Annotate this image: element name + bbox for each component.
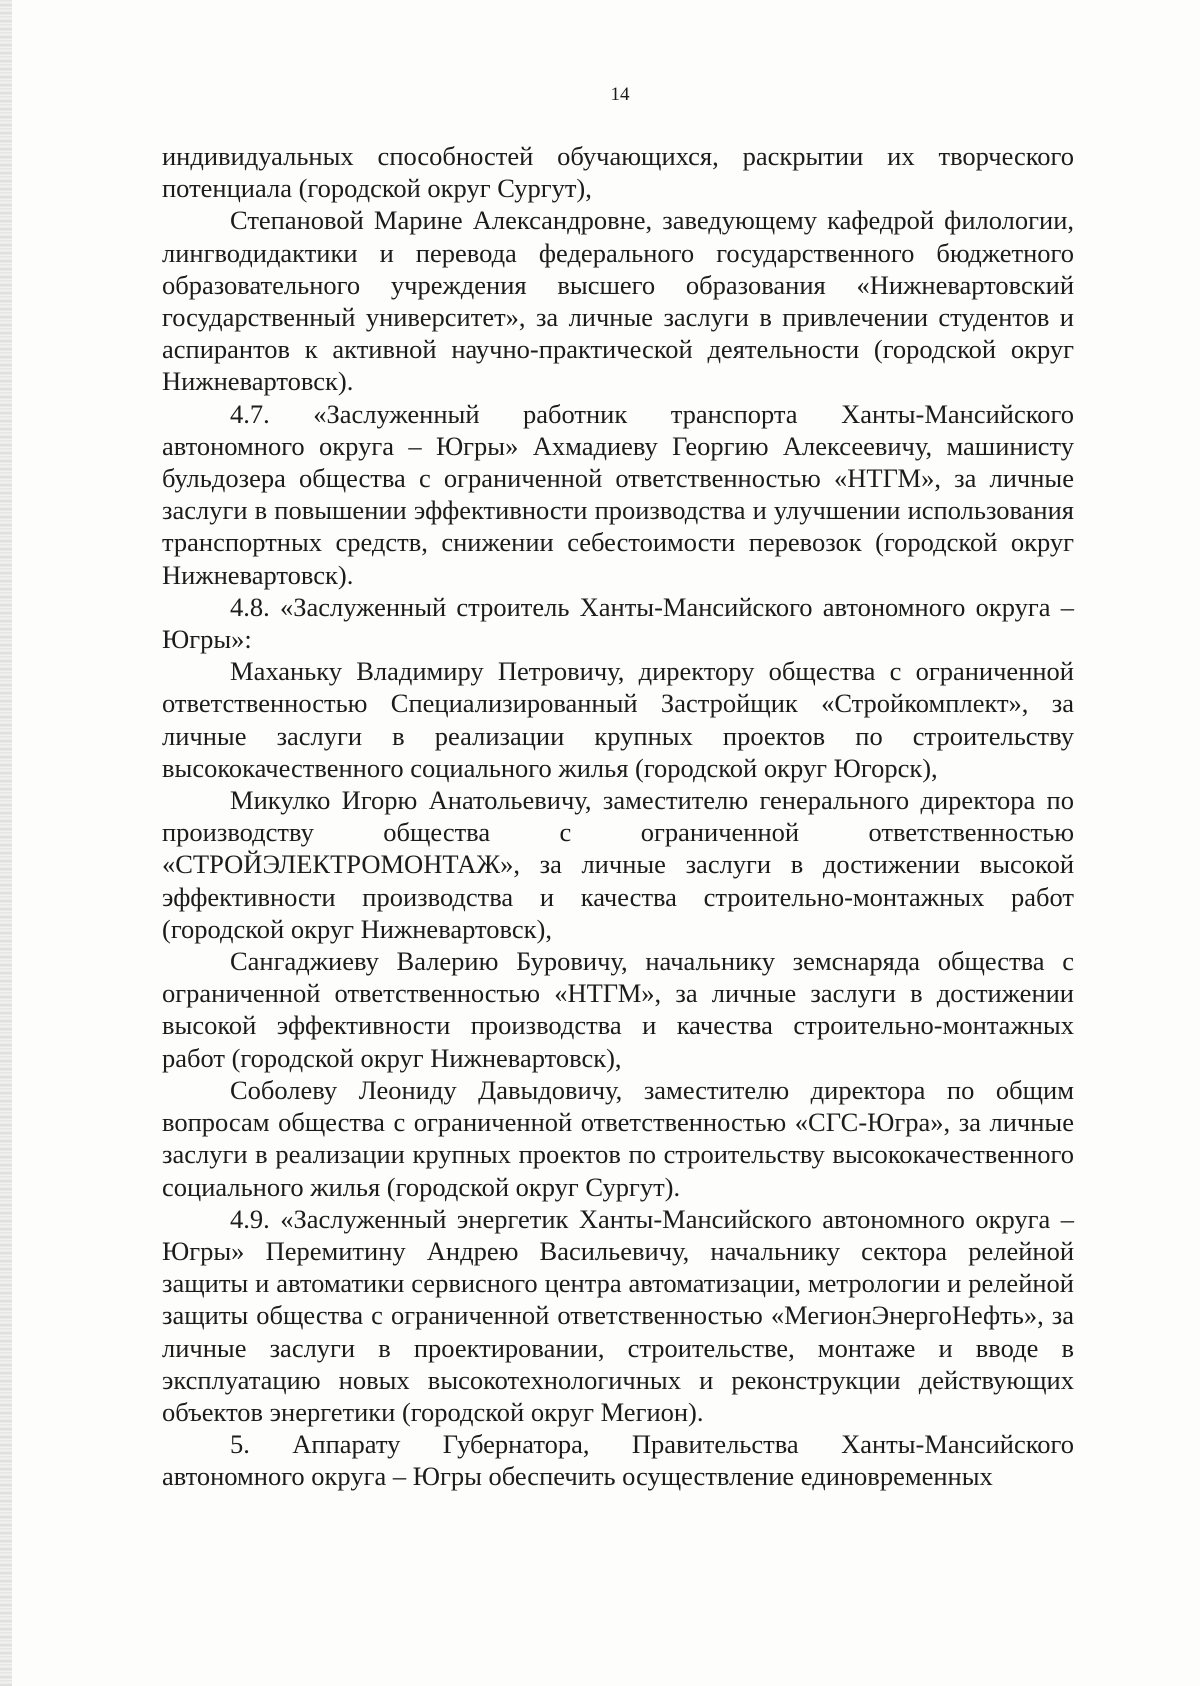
paragraph-stepanova: Степановой Марине Александровне, заведующему кафедрой филологии, лингводидактики и перевода федерального государственного бюджетного образовательного учреждения высшего образования «Нижневартовский государственный университет», за личные заслуги в привлечении студентов и аспирантов к активной научно-практической деятельности (городской округ Нижневартовск). <box>162 205 1074 397</box>
paragraph-4-8-builder: 4.8. «Заслуженный строитель Ханты-Мансийского автономного округа – Югры»: <box>162 591 1074 655</box>
page-number: 14 <box>610 84 630 105</box>
paragraph-5-apparatus: 5. Аппарату Губернатора, Правительства Ханты-Мансийского автономного округа – Югры обеспечить осуществление единовременных <box>162 1429 1074 1492</box>
paragraph-sobolev: Соболеву Леониду Давыдовичу, заместителю директора по общим вопросам общества с ограниченной ответственностью «СГС-Югра», за личные заслуги в реализации крупных проектов по строительству высококачественного социального жилья (городской округ Сургут). <box>162 1074 1074 1202</box>
scan-edge-artifact <box>0 0 12 1686</box>
paragraph-mahanko: Маханьку Владимиру Петровичу, директору общества с ограниченной ответственностью Специализированный Застройщик «Стройкомплект», за личные заслуги в реализации крупных проектов по строительству высококачественного социального жилья (городской округ Югорск), <box>162 656 1074 783</box>
document-body <box>162 140 1074 1493</box>
paragraph-mikulko: Микулко Игорю Анатольевичу, заместителю генерального директора по производству общества с ограниченной ответственностью «СТРОЙЭЛЕКТРОМОНТАЖ», за личные заслуги в достижении высокой эффективности производства и качества строительно-монтажных работ (городской округ Нижневартовск), <box>162 785 1074 944</box>
paragraph-4-7-transport: 4.7. «Заслуженный работник транспорта Ханты-Мансийского автономного округа – Югры» Ахмадиеву Георгию Алексеевичу, машинисту бульдозера общества с ограниченной ответственностью «НТГМ», за личные заслуги в повышении эффективности производства и улучшении использования транспортных средств, снижении себестоимости перевозок (городской округ Нижневартовск). <box>162 398 1074 590</box>
paragraph-continuation: индивидуальных способностей обучающихся, раскрытии их творческого потенциала (городской округ Сургут), <box>162 141 1074 204</box>
paragraph-4-9-energy: 4.9. «Заслуженный энергетик Ханты-Мансийского автономного округа – Югры» Перемитину Андрею Васильевичу, начальнику сектора релейной защиты и автоматики сервисного центра автоматизации, метрологии и релейной защиты общества с ограниченной ответственностью «МегионЭнергоНефть», за личные заслуги в проектировании, строительстве, монтаже и вводе в эксплуатацию новых высокотехнологичных и реконструкции действующих объектов энергетики (городской округ Мегион). <box>162 1203 1074 1427</box>
paragraph-sangadzhiev: Сангаджиеву Валерию Буровичу, начальнику земснаряда общества с ограниченной ответственностью «НТГМ», за личные заслуги в достижении высокой эффективности производства и качества строительно-монтажных работ (городской округ Нижневартовск), <box>162 946 1074 1073</box>
